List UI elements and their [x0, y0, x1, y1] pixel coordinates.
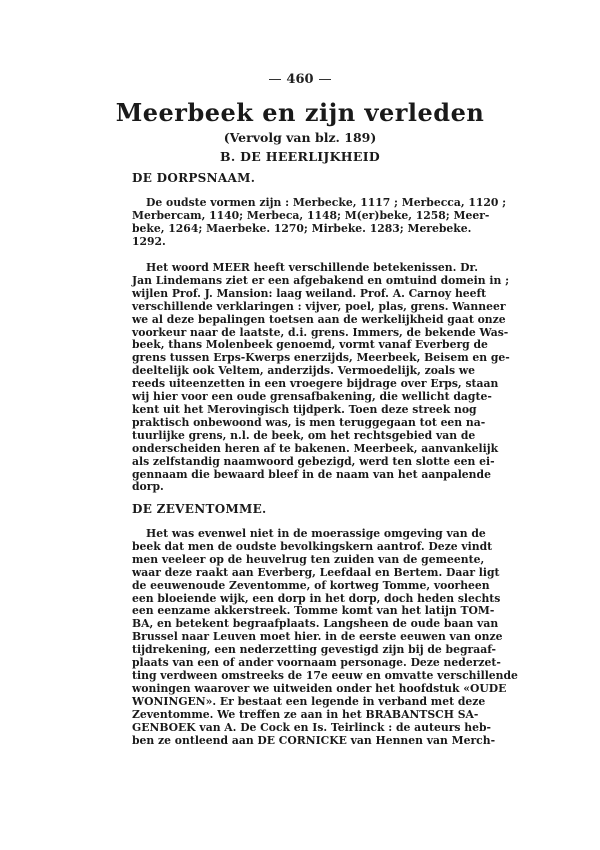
text-line: Zeventomme. We treffen ze aan in het BRABANTSCH SA-: [132, 707, 479, 721]
text-line: we al deze bepalingen toetsen aan de werkelijkheid gaat onze: [132, 312, 506, 326]
text-line: een bloeiende wijk, een dorp in het dorp, doch heden slechts: [132, 591, 501, 605]
text-line: Brussel naar Leuven moet hier. in de eerste eeuwen van onze: [132, 630, 503, 644]
page-number-text: 460: [286, 72, 314, 87]
text-line: beek, thans Molenbeek genoemd, vormt vanaf Everberg de: [132, 338, 488, 352]
page-number-dash-left: [269, 79, 281, 80]
text-line: als zelfstandig naamwoord gebezigd, werd ten slotte een ei-: [132, 454, 495, 468]
text-line: wijlen Prof. J. Mansion: laag weiland. Prof. A. Carnoy heeft: [132, 286, 487, 300]
text-line: verschillende verklaringen : vijver, poel, plas, grens. Wanneer: [132, 299, 506, 313]
paragraph-zeventomme: [132, 527, 518, 747]
text-line: voorkeur naar de laatste, d.i. grens. Immers, de bekende Was-: [132, 325, 509, 339]
heading-zeventomme: DE ZEVENTOMME.: [132, 502, 267, 516]
heading-dorpsnaam: DE DORPSNAAM.: [132, 171, 256, 185]
page-number-dash-right: [319, 79, 331, 80]
text-line: reeds uiteenzetten in een vroegere bijdrage over Erps, staan: [132, 377, 499, 391]
text-line: De oudste vormen zijn : Merbecke, 1117 ; Merbecca, 1120 ;: [146, 196, 507, 209]
text-line: ben ze ontleend aan DE CORNICKE van Hennen van Merch-: [132, 733, 496, 747]
text-line: beke, 1264; Maerbeke. 1270; Mirbeke. 1283; Merebeke.: [132, 221, 472, 235]
text-line: een eenzame akkerstreek. Tomme komt van het latijn TOM-: [132, 604, 495, 618]
text-line: de eeuwenoude Zeventomme, of kortweg Tomme, voorheen: [132, 578, 490, 592]
text-line: woningen waarover we uitweiden onder het hoofdstuk «OUDE: [132, 681, 507, 695]
text-line: 1292.: [132, 234, 166, 248]
text-line: kent uit het Merovingisch tijdperk. Toen deze streek nog: [132, 402, 477, 416]
text-line: beek dat men de oudste bevolkingskern aantrof. Deze vindt: [132, 539, 493, 553]
text-line: Het was evenwel niet in de moerassige omgeving van de: [146, 527, 486, 540]
text-line: Het woord MEER heeft verschillende betekenissen. Dr.: [146, 261, 478, 274]
text-line: Merbercam, 1140; Merbeca, 1148; M(er)beke, 1258; Meer-: [132, 208, 490, 222]
section-heading: B. DE HEERLIJKHEID: [219, 149, 381, 164]
text-line: gennaam die bewaard bleef in de naam van het aanpalende: [132, 467, 491, 481]
text-line: plaats van een of ander voornaam personage. Deze nederzet-: [132, 656, 501, 670]
text-line: tijdrekening, een nederzetting gevestigd zijn bij de begraaf-: [132, 643, 496, 657]
text-line: ting verdween omstreeks de 17e eeuw en omvatte verschillende: [132, 668, 518, 682]
text-line: tuurlijke grens, n.l. de beek, om het rechtsgebied van de: [132, 428, 476, 442]
article-subtitle: (Vervolg van blz. 189): [223, 130, 377, 145]
text-line: deeltelijk ook Veltem, anderzijds. Vermoedelijk, zoals we: [132, 364, 476, 378]
text-line: men veeleer op de heuvelrug ten zuiden van de gemeente,: [132, 552, 485, 566]
paragraph-oudste-vormen: [132, 196, 507, 249]
text-line: BA, en betekent begraafplaats. Langsheen de oude baan van: [132, 617, 499, 631]
page-number: [0, 72, 600, 87]
text-line: dorp.: [132, 480, 164, 494]
text-line: GENBOEK van A. De Cock en Is. Teirlinck : de auteurs heb-: [132, 720, 491, 734]
text-line: onderscheiden heren af te bakenen. Meerbeek, aanvankelijk: [132, 441, 499, 455]
paragraph-woord-meer: [132, 261, 510, 494]
text-line: praktisch onbewoond was, is men teruggegaan tot een na-: [132, 415, 486, 429]
text-line: wij hier voor een oude grensafbakening, die wellicht dagte-: [132, 390, 492, 404]
text-line: waar deze raakt aan Everberg, Leefdaal en Bertem. Daar ligt: [132, 565, 500, 579]
text-line: Jan Lindemans ziet er een afgebakend en omtuind domein in ;: [132, 273, 510, 287]
text-line: grens tussen Erps-Kwerps enerzijds, Meerbeek, Beisem en ge-: [132, 351, 510, 365]
text-line: WONINGEN». Er bestaat een legende in verband met deze: [132, 694, 486, 708]
article-title: Meerbeek en zijn verleden: [115, 98, 485, 127]
